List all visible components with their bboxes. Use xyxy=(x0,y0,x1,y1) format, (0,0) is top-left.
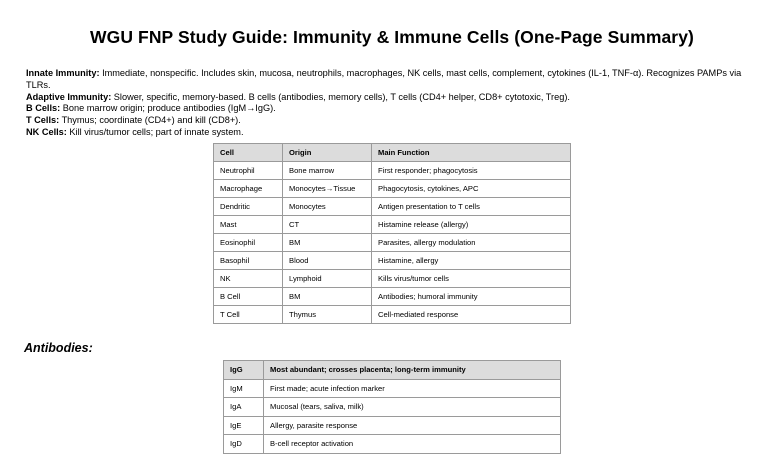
table-cell: Eosinophil xyxy=(214,234,283,252)
table-row xyxy=(214,180,571,198)
b-cells-line xyxy=(26,103,766,115)
table-row xyxy=(224,379,561,398)
summary-text: Bone marrow origin; produce antibodies (IgM→IgG). xyxy=(60,103,276,114)
table-cell: Parasites, allergy modulation xyxy=(372,234,571,252)
summary-label: Adaptive Immunity: xyxy=(26,91,112,102)
summary-label: Innate Immunity: xyxy=(26,68,100,78)
table-cell: Blood xyxy=(283,252,372,270)
table-row xyxy=(224,416,561,435)
immune-cells-table xyxy=(213,143,571,324)
table-cell: Allergy, parasite response xyxy=(264,416,561,435)
adaptive-immunity-line xyxy=(26,92,766,104)
table-row xyxy=(214,270,571,288)
table-cell: IgA xyxy=(224,398,264,417)
summary-label: B Cells: xyxy=(26,103,61,114)
table-cell: Lymphoid xyxy=(283,270,372,288)
table-cell: First made; acute infection marker xyxy=(264,379,561,398)
table-cell: Histamine, allergy xyxy=(372,252,571,270)
table-row xyxy=(224,398,561,417)
antibodies-heading: Antibodies: xyxy=(24,341,93,355)
summary-block xyxy=(26,68,766,139)
table-cell: Antigen presentation to T cells xyxy=(372,198,571,216)
nk-cells-line xyxy=(26,127,766,139)
table-cell: Histamine release (allergy) xyxy=(372,216,571,234)
table-cell: IgM xyxy=(224,379,264,398)
summary-label: T Cells: xyxy=(26,115,60,126)
table-header-row xyxy=(214,144,571,162)
table-cell: BM xyxy=(283,234,372,252)
table-row xyxy=(214,162,571,180)
table-cell: Basophil xyxy=(214,252,283,270)
summary-text: Kill virus/tumor cells; part of innate system. xyxy=(66,126,244,137)
table-row xyxy=(214,216,571,234)
table-row xyxy=(214,306,571,324)
column-header: Origin xyxy=(283,144,372,162)
column-header: Main Function xyxy=(372,144,571,162)
table-cell: IgD xyxy=(224,435,264,454)
table-cell: Thymus xyxy=(283,306,372,324)
table-cell: Monocytes xyxy=(283,198,372,216)
table-cell: CT xyxy=(283,216,372,234)
table-cell: Mast xyxy=(214,216,283,234)
table-cell: Macrophage xyxy=(214,180,283,198)
innate-immunity-line xyxy=(26,68,766,92)
table-row xyxy=(214,252,571,270)
table-cell: Neutrophil xyxy=(214,162,283,180)
table-cell: First responder; phagocytosis xyxy=(372,162,571,180)
table-cell: IgE xyxy=(224,416,264,435)
table-cell: Antibodies; humoral immunity xyxy=(372,288,571,306)
table-cell: Bone marrow xyxy=(283,162,372,180)
antibodies-table xyxy=(223,360,561,454)
summary-text: Immediate, nonspecific. Includes skin, mucosa, neutrophils, macrophages, NK cells, mast cells, complement, cytokines (IL-1, TNF-α). Recognizes PAMPs via TLRs. xyxy=(26,68,742,90)
table-header-row xyxy=(224,361,561,380)
table-cell: Kills virus/tumor cells xyxy=(372,270,571,288)
table-cell: NK xyxy=(214,270,283,288)
column-header: Most abundant; crosses placenta; long-term immunity xyxy=(264,361,561,380)
table-row xyxy=(214,288,571,306)
table-cell: B Cell xyxy=(214,288,283,306)
table-cell: BM xyxy=(283,288,372,306)
table-cell: B-cell receptor activation xyxy=(264,435,561,454)
t-cells-line xyxy=(26,115,766,127)
summary-text: Thymus; coordinate (CD4+) and kill (CD8+). xyxy=(59,115,241,126)
table-cell: T Cell xyxy=(214,306,283,324)
table-cell: Monocytes→Tissue xyxy=(283,180,372,198)
table-row xyxy=(214,198,571,216)
table-cell: Dendritic xyxy=(214,198,283,216)
page-title: WGU FNP Study Guide: Immunity & Immune Cells (One-Page Summary) xyxy=(90,27,694,47)
summary-label: NK Cells: xyxy=(26,126,67,137)
table-row xyxy=(214,234,571,252)
summary-text: Slower, specific, memory-based. B cells (antibodies, memory cells), T cells (CD4+ helper, CD8+ cytotoxic, Treg). xyxy=(111,91,570,102)
table-cell: Phagocytosis, cytokines, APC xyxy=(372,180,571,198)
table-cell: Cell-mediated response xyxy=(372,306,571,324)
table-row xyxy=(224,435,561,454)
table-cell: Mucosal (tears, saliva, milk) xyxy=(264,398,561,417)
column-header: IgG xyxy=(224,361,264,380)
column-header: Cell xyxy=(214,144,283,162)
